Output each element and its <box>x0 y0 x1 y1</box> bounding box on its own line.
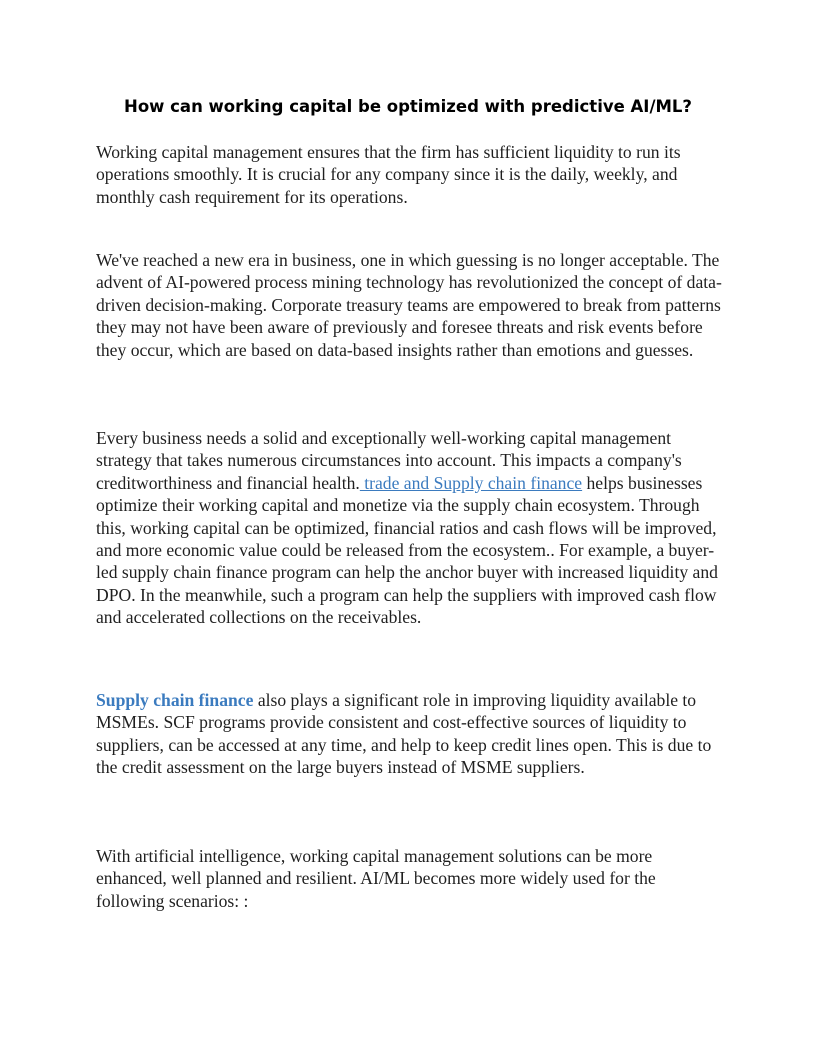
paragraph-text: We've reached a new era in business, one in which guessing is no longer acceptable. The advent of AI-powered process mining technology has revolutionized the concept of data-driven decision-making. Corporate treasury teams are empowered to break from patterns they may not have been aware of previously and foresee threats and risk events before they occur, which are based on data-based insights rather than emotions and guesses. <box>96 250 722 360</box>
paragraph-text: helps businesses optimize their working capital and monetize via the supply chain ecosystem. Through this, working capital can be optimized, financial ratios and cash flows will be improved, and more economic value could be released from the ecosystem.. For example, a buyer-led supply chain finance program can help the anchor buyer with increased liquidity and DPO. In the meanwhile, such a program can help the suppliers with improved cash flow and accelerated collections on the receivables. <box>96 472 718 628</box>
paragraph-text: Working capital management ensures that the firm has sufficient liquidity to run its operations smoothly. It is crucial for any company since it is the daily, weekly, and monthly cash requirement for its operations. <box>96 142 681 207</box>
paragraph-text: With artificial intelligence, working capital management solutions can be more enhanced, well planned and resilient. AI/ML becomes more widely used for the following scenarios: : <box>96 846 656 911</box>
paragraph-ai-scenarios <box>96 845 726 912</box>
paragraph-strategy <box>96 427 726 629</box>
trade-supply-chain-finance-link[interactable]: trade and Supply chain finance <box>359 472 583 493</box>
paragraph-text: also plays a significant role in improving liquidity available to MSMEs. SCF programs provide consistent and cost-effective sources of liquidity to suppliers, can be accessed at any time, and help to keep credit lines open. This is due to the credit assessment on the large buyers instead of MSME suppliers. <box>96 690 712 778</box>
paragraph-scf-msme <box>96 689 726 779</box>
paragraph-text: Every business needs a solid and exceptionally well-working capital management strategy that takes numerous circumstances into account. This impacts a company's creditworthiness and financial health. <box>96 428 682 493</box>
page-title: How can working capital be optimized with predictive AI/ML? <box>124 97 692 116</box>
supply-chain-finance-link[interactable]: Supply chain finance <box>96 690 254 710</box>
paragraph-new-era <box>96 249 726 361</box>
paragraph-working-capital-intro <box>96 141 726 208</box>
